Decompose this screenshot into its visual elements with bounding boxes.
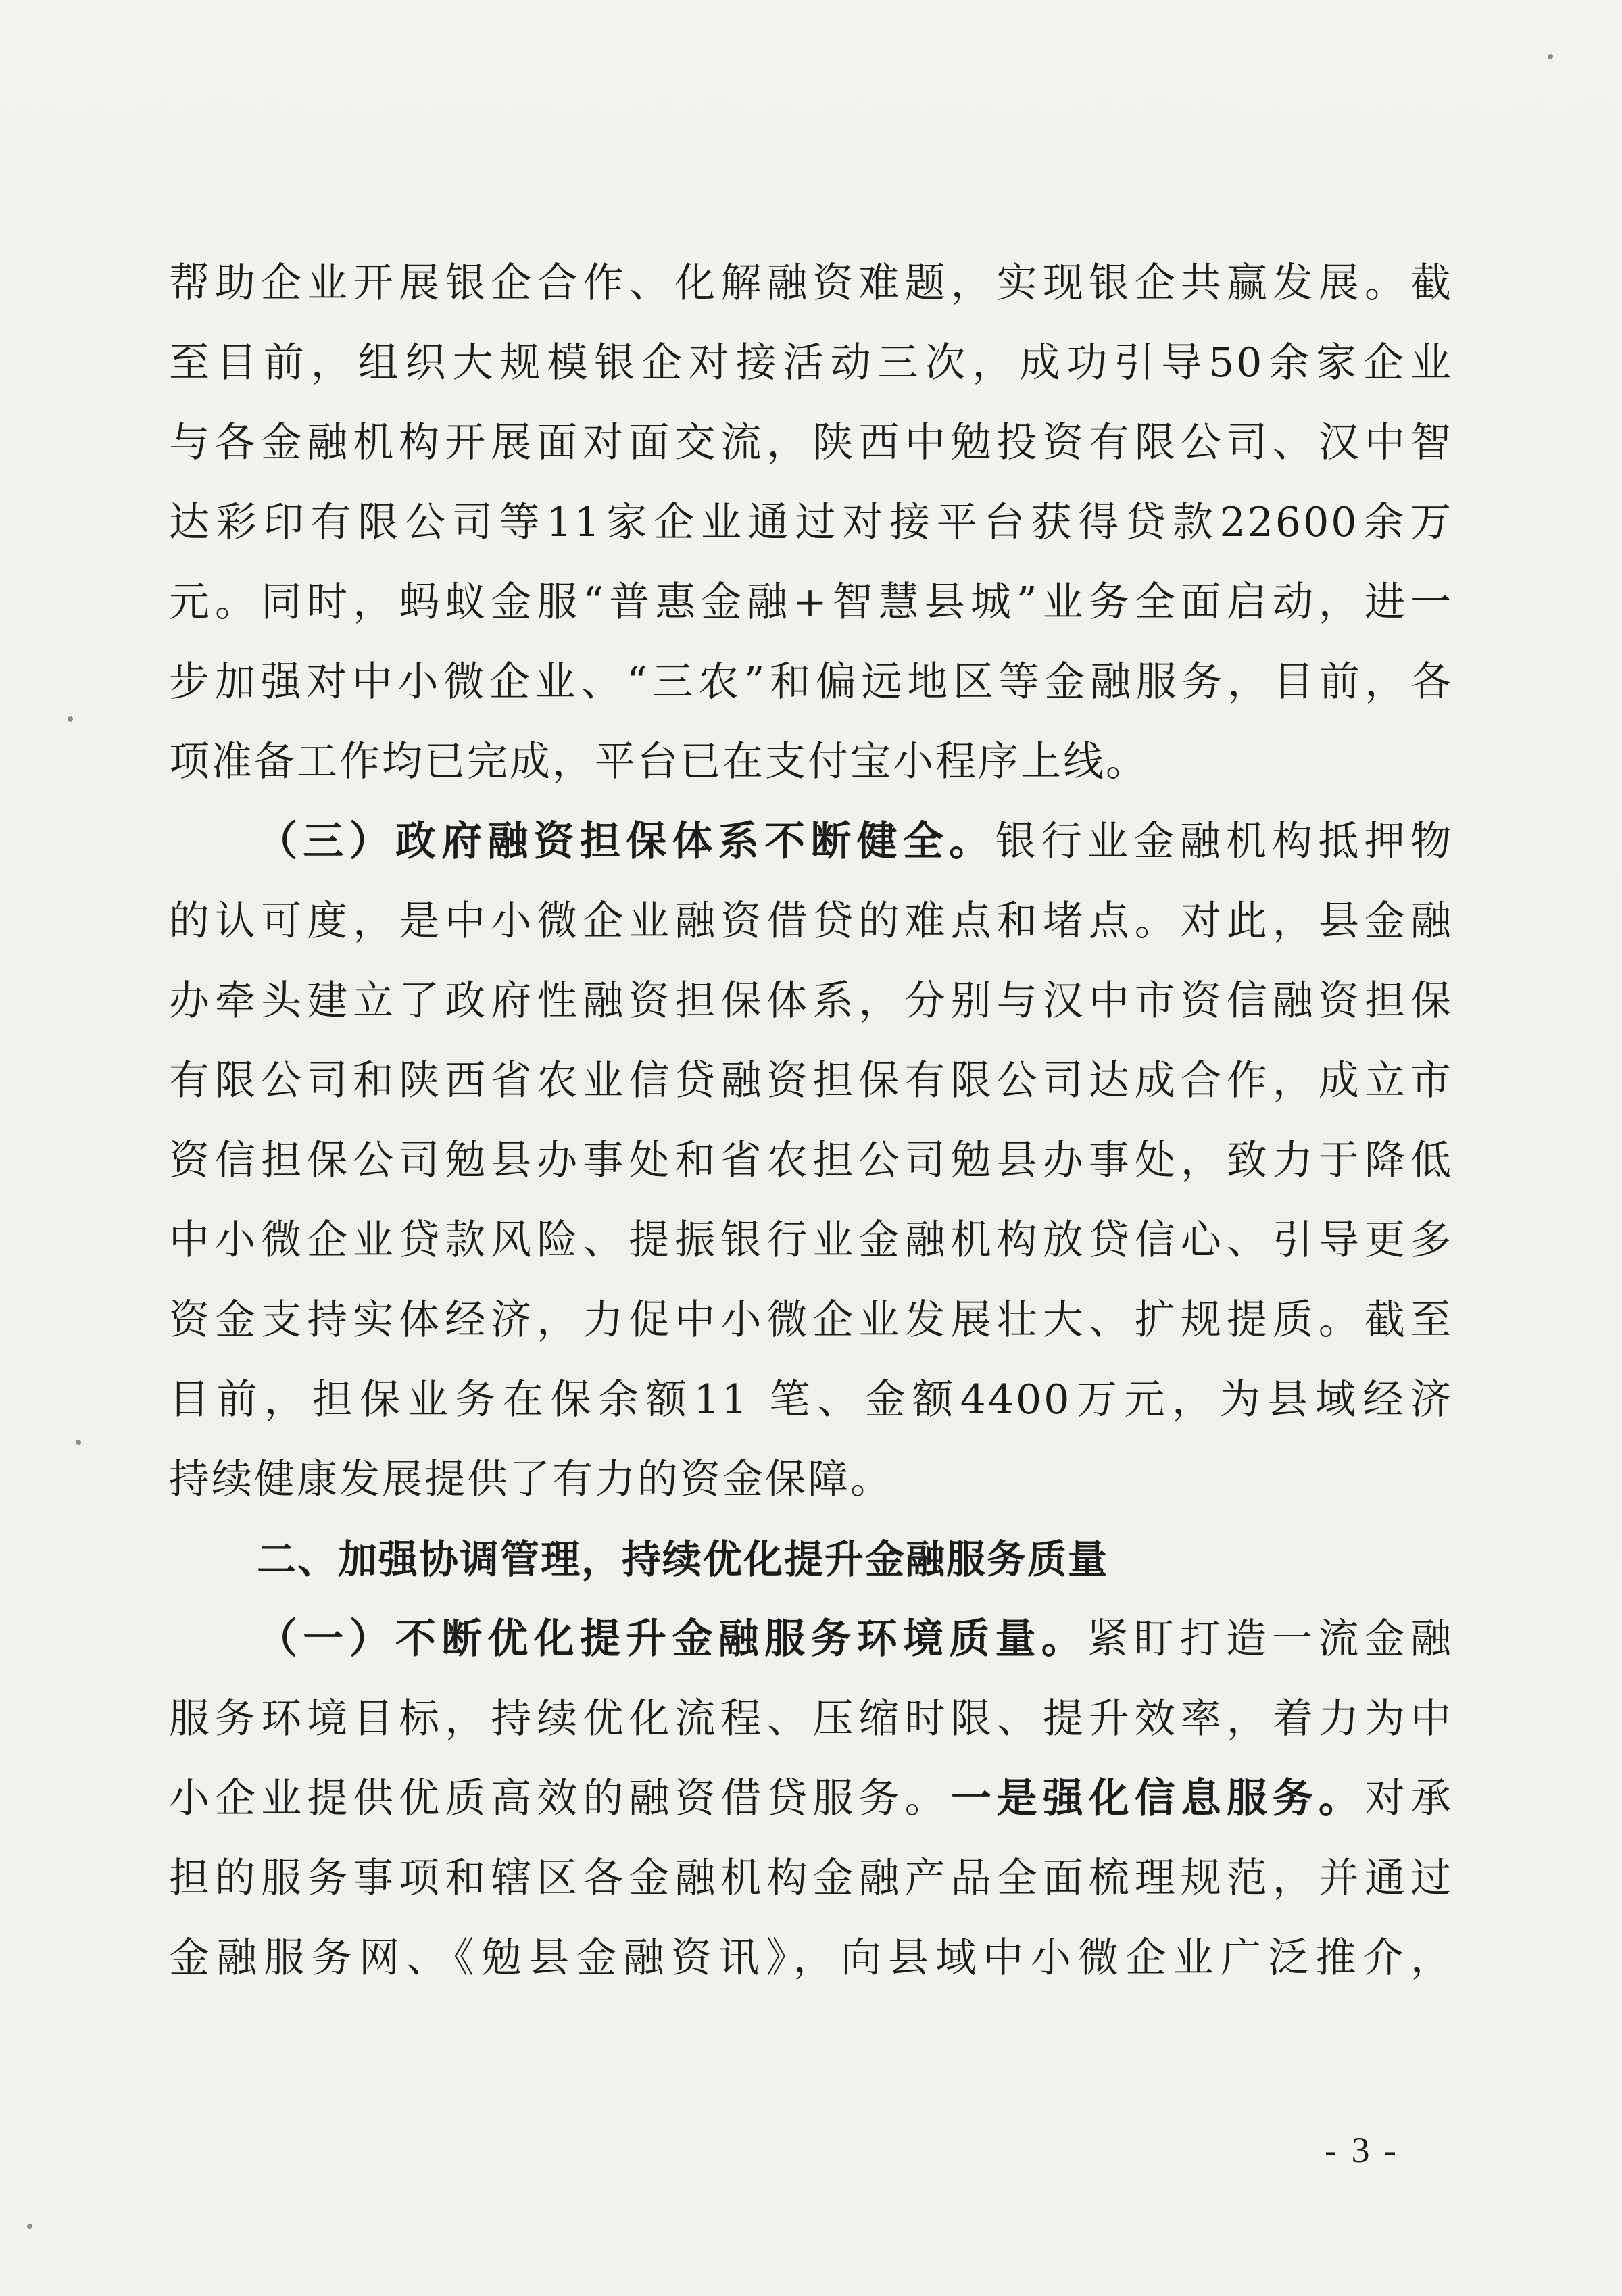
scan-speck (27, 2224, 32, 2229)
subsection-heading: （一）不断优化提升金融服务环境质量。 (257, 1615, 1088, 1663)
text-line: 担的服务事项和辖区各金融机构金融产品全面梳理规范，并通过 (169, 1855, 1453, 1902)
text-line: 的认可度，是中小微企业融资借贷的难点和堵点。对此，县金融 (169, 898, 1453, 945)
paragraph-first-line (169, 1599, 1453, 1679)
text-line: 资信担保公司勉县办事处和省农担公司勉县办事处，致力于降低 (169, 1137, 1453, 1184)
text-line: 中小微企业贷款风险、提振银行业金融机构放贷信心、引导更多 (169, 1217, 1453, 1264)
scan-speck (76, 1440, 81, 1445)
text-line: 步加强对中小微企业、“三农”和偏远地区等金融服务，目前，各 (169, 658, 1453, 706)
text-line: 金融服务网、《勉县金融资讯》，向县域中小微企业广泛推介， (169, 1934, 1453, 1982)
scan-speck (1548, 54, 1553, 59)
text-line: 项准备工作均已完成，平台已在支付宝小程序上线。 (169, 738, 1148, 785)
text-span: 紧盯打造一流金融 (1087, 1615, 1454, 1663)
text-line: 与各金融机构开展面对面交流，陕西中勉投资有限公司、汉中智 (169, 419, 1453, 466)
text-span: 对承 (1364, 1775, 1454, 1822)
text-span: 银行业金融机构抵押物 (995, 818, 1454, 865)
text-span: 小企业提供优质高效的融资借贷服务。 (169, 1775, 951, 1822)
bold-phrase: 一是强化信息服务。 (950, 1775, 1365, 1822)
document-body (169, 243, 1453, 1998)
text-line (169, 1759, 1453, 1838)
text-line: 办牵头建立了政府性融资担保体系，分别与汉中市资信融资担保 (169, 977, 1453, 1025)
text-line: 资金支持实体经济，力促中小微企业发展壮大、扩规提质。截至 (169, 1296, 1453, 1344)
paragraph-first-line (169, 802, 1453, 881)
text-line: 目前，担保业务在保余额11 笔、金额4400万元，为县域经济 (169, 1376, 1453, 1423)
text-line: 至目前，组织大规模银企对接活动三次，成功引导50余家企业 (169, 339, 1453, 387)
text-line: 服务环境目标，持续优化流程、压缩时限、提升效率，着力为中 (169, 1695, 1453, 1742)
page-number: - 3 - (1325, 2130, 1399, 2170)
section-heading: 二、加强协调管理，持续优化提升金融服务质量 (257, 1536, 1109, 1582)
scan-speck (68, 716, 73, 722)
text-line: 达彩印有限公司等11家企业通过对接平台获得贷款22600余万 (169, 499, 1453, 546)
text-line: 帮助企业开展银企合作、化解融资难题，实现银企共赢发展。截 (169, 260, 1453, 307)
text-line: 有限公司和陕西省农业信贷融资担保有限公司达成合作，成立市 (169, 1057, 1453, 1104)
subsection-heading: （三）政府融资担保体系不断健全。 (257, 818, 996, 865)
text-line: 持续健康发展提供了有力的资金保障。 (169, 1456, 893, 1503)
text-line: 元。同时，蚂蚁金服“普惠金融+智慧县城”业务全面启动，进一 (169, 579, 1453, 626)
